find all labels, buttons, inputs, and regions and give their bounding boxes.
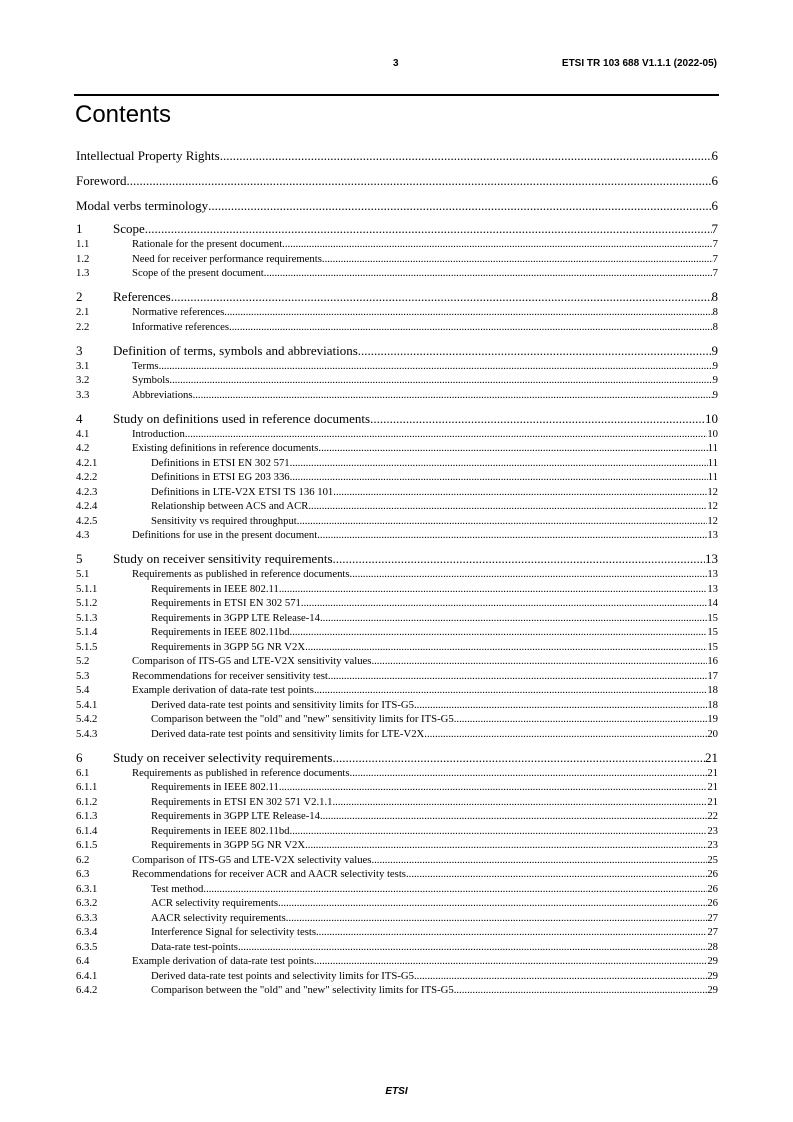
toc-entry[interactable]	[76, 221, 718, 237]
toc-entry-number: 5.1	[76, 568, 90, 580]
toc-entry[interactable]	[76, 456, 718, 471]
toc-entry[interactable]	[76, 373, 718, 388]
toc-leader-dots	[229, 320, 713, 335]
toc-entry[interactable]	[76, 882, 718, 897]
toc-entry[interactable]	[76, 824, 718, 839]
toc-entry-title: Introduction	[132, 427, 185, 440]
toc-entry-page: 27	[707, 926, 718, 938]
toc-entry-number: 5.4	[76, 684, 90, 696]
toc-entry-number: 3.3	[76, 388, 90, 401]
toc-entry-page: 14	[707, 597, 718, 609]
toc-entry-title: Symbols	[132, 374, 170, 386]
toc-entry-title: Requirements in IEEE 802.11bd	[151, 626, 290, 638]
toc-entry-number: 2.1	[76, 306, 90, 318]
toc-entry[interactable]	[76, 750, 718, 766]
toc-entry-number: 5.1.4	[76, 626, 98, 638]
toc-leader-dots	[305, 640, 707, 655]
toc-entry-number: 3.1	[76, 359, 90, 372]
toc-entry-page: 29	[707, 955, 718, 967]
toc-entry[interactable]	[76, 625, 718, 640]
toc-leader-dots	[454, 983, 708, 998]
toc-entry-title: Requirements in IEEE 802.11	[151, 781, 279, 793]
toc-entry-number: 5.4.2	[76, 713, 98, 725]
toc-entry-number: 6.1.2	[76, 795, 98, 808]
toc-leader-dots	[290, 824, 708, 839]
toc-entry-title: Study on receiver selectivity requirements	[113, 749, 333, 765]
toc-entry-number: 6.4	[76, 955, 90, 967]
toc-entry-title: Existing definitions in reference documents	[132, 442, 319, 454]
toc-entry[interactable]	[76, 954, 718, 969]
toc-entry-page: 8	[711, 289, 718, 304]
toc-leader-dots	[279, 582, 707, 597]
footer-etsi: ETSI	[385, 1086, 408, 1097]
document-id: ETSI TR 103 688 V1.1.1 (2022-05)	[561, 58, 717, 69]
toc-entry-page: 27	[707, 911, 718, 924]
toc-leader-dots	[264, 266, 713, 281]
toc-leader-dots	[320, 809, 707, 824]
toc-entry-number: 6.2	[76, 853, 90, 866]
toc-leader-dots	[332, 750, 705, 765]
toc-entry-page: 25	[707, 853, 718, 866]
toc-leader-dots	[333, 551, 705, 566]
toc-entry-title: Derived data-rate test points and selectivity limits for ITS-G5	[151, 969, 414, 982]
toc-entry-number: 5.4.3	[76, 727, 98, 740]
toc-entry-number: 4.2.4	[76, 500, 98, 512]
toc-entry-title: Derived data-rate test points and sensitivity limits for ITS-G5	[151, 698, 414, 711]
toc-leader-dots	[238, 940, 707, 955]
toc-entry-number: 4.2.3	[76, 485, 98, 498]
toc-entry-title: Definition of terms, symbols and abbreviations	[113, 342, 358, 358]
toc-entry[interactable]	[76, 853, 718, 868]
toc-entry-page: 29	[707, 969, 718, 982]
toc-leader-dots	[159, 359, 713, 374]
toc-entry-title: Study on receiver sensitivity requirements	[113, 551, 333, 566]
toc-entry-page: 12	[707, 485, 718, 498]
toc-leader-dots	[318, 441, 707, 456]
toc-entry-title: Requirements as published in reference documents	[132, 568, 350, 580]
toc-entry-number: 5	[76, 551, 83, 566]
toc-entry-title: Comparison between the "old" and "new" sensitivity limits for ITS-G5	[151, 713, 454, 725]
toc-entry-title: Example derivation of data-rate test points	[132, 684, 314, 696]
toc-leader-dots	[317, 528, 707, 543]
toc-entry-page: 18	[707, 698, 718, 711]
toc-entry[interactable]	[76, 528, 718, 551]
toc-entry-page: 22	[707, 810, 718, 822]
toc-leader-dots	[301, 596, 707, 611]
toc-entry-title: Example derivation of data-rate test points	[132, 955, 314, 967]
toc-leader-dots	[371, 853, 707, 868]
toc-entry[interactable]	[76, 252, 718, 267]
toc-entry[interactable]	[76, 196, 718, 221]
toc-leader-dots	[145, 221, 712, 236]
toc-entry[interactable]	[76, 969, 718, 984]
toc-entry[interactable]	[76, 727, 718, 750]
toc-entry-title: Definitions in ETSI EN 302 571	[151, 456, 290, 469]
toc-leader-dots	[358, 343, 712, 358]
toc-entry-number: 6.1.5	[76, 839, 98, 851]
page-title: Contents	[75, 101, 172, 128]
toc-entry-number: 5.4.1	[76, 698, 98, 711]
toc-entry-title: Requirements in ETSI EN 302 571 V2.1.1	[151, 795, 333, 808]
toc-leader-dots	[314, 683, 707, 698]
toc-entry-number: 4.2	[76, 442, 90, 454]
toc-entry-number: 1.3	[76, 267, 90, 279]
toc-entry-page: 13	[705, 551, 718, 566]
toc-entry[interactable]	[76, 171, 718, 196]
toc-entry-page: 16	[707, 655, 718, 667]
toc-entry-number: 5.1.3	[76, 611, 98, 624]
table-of-contents	[76, 146, 718, 998]
toc-entry-number: 6.3.3	[76, 911, 98, 924]
toc-entry-title: Requirements in IEEE 802.11	[151, 582, 279, 595]
toc-entry[interactable]	[76, 698, 718, 713]
toc-entry-title: Derived data-rate test points and sensitivity limits for LTE-V2X	[151, 727, 425, 740]
toc-leader-dots	[290, 625, 708, 640]
toc-entry[interactable]	[76, 712, 718, 727]
toc-entry-page: 23	[707, 824, 718, 837]
toc-leader-dots	[424, 727, 707, 742]
toc-entry-page: 9	[711, 342, 718, 358]
toc-entry-number: 6.1.1	[76, 781, 98, 793]
toc-entry-title: Definitions for use in the present document	[132, 529, 318, 541]
toc-leader-dots	[279, 780, 707, 795]
toc-entry[interactable]	[76, 640, 718, 655]
toc-entry-title: Normative references	[132, 306, 225, 318]
toc-entry[interactable]	[76, 896, 718, 911]
toc-leader-dots	[169, 373, 712, 388]
toc-entry[interactable]	[76, 925, 718, 940]
toc-leader-dots	[316, 925, 707, 940]
header-rule	[74, 94, 719, 96]
toc-entry-page: 13	[707, 529, 718, 541]
toc-entry-page: 26	[707, 882, 718, 895]
toc-entry[interactable]	[76, 669, 718, 684]
toc-entry[interactable]	[76, 359, 718, 374]
toc-entry[interactable]	[76, 940, 718, 955]
toc-entry-page: 26	[707, 897, 718, 909]
toc-entry-page: 19	[707, 713, 718, 725]
toc-leader-dots	[282, 237, 712, 252]
toc-entry-title: Scope	[113, 221, 145, 236]
toc-entry[interactable]	[76, 237, 718, 252]
toc-entry-number: 4.2.5	[76, 514, 98, 527]
toc-entry-number: 2	[76, 289, 83, 304]
toc-entry-title: Relationship between ACS and ACR	[151, 500, 309, 512]
toc-entry-title: Terms	[132, 359, 159, 372]
toc-entry[interactable]	[76, 411, 718, 427]
toc-entry[interactable]	[76, 427, 718, 442]
toc-entry-title: Informative references	[132, 320, 230, 333]
toc-entry-page: 12	[707, 500, 718, 512]
toc-entry[interactable]	[76, 289, 718, 305]
toc-entry[interactable]	[76, 470, 718, 485]
toc-entry-title: Test method	[151, 882, 204, 895]
toc-entry-page: 7	[712, 238, 718, 250]
toc-entry-number: 5.1.1	[76, 582, 98, 595]
toc-entry-title: Modal verbs terminology	[76, 198, 209, 213]
toc-entry[interactable]	[76, 795, 718, 810]
toc-leader-dots	[332, 795, 707, 810]
toc-leader-dots	[454, 712, 708, 727]
toc-leader-dots	[308, 499, 707, 514]
toc-entry-page: 7	[711, 221, 718, 236]
toc-leader-dots	[286, 911, 708, 926]
toc-entry[interactable]	[76, 485, 718, 500]
toc-entry[interactable]	[76, 611, 718, 626]
toc-entry-number: 5.1.2	[76, 597, 98, 609]
toc-entry-page: 9	[712, 359, 718, 372]
toc-entry-number: 5.3	[76, 669, 90, 682]
toc-entry-title: Requirements in 3GPP LTE Release-14	[151, 810, 320, 822]
toc-leader-dots	[305, 838, 707, 853]
toc-entry[interactable]	[76, 766, 718, 781]
toc-leader-dots	[297, 514, 708, 529]
toc-entry[interactable]	[76, 146, 718, 171]
toc-entry-title: Requirements in IEEE 802.11bd	[151, 824, 290, 837]
toc-entry-title: AACR selectivity requirements	[151, 911, 286, 924]
toc-entry-title: Sensitivity vs required throughput	[151, 514, 297, 527]
toc-entry-page: 21	[707, 766, 718, 779]
toc-entry-title: Definitions in LTE-V2X ETSI TS 136 101	[151, 485, 334, 498]
toc-entry-page: 21	[705, 749, 718, 765]
toc-entry[interactable]	[76, 320, 718, 343]
toc-entry-page: 6	[711, 198, 718, 213]
toc-entry-page: 21	[707, 781, 718, 793]
toc-entry-page: 8	[712, 306, 718, 318]
toc-entry[interactable]	[76, 343, 718, 359]
toc-entry-number: 6.3.2	[76, 897, 98, 909]
toc-entry-number: 1.1	[76, 238, 90, 250]
toc-entry-title: References	[113, 289, 171, 304]
toc-entry[interactable]	[76, 441, 718, 456]
toc-entry-page: 11	[707, 471, 718, 483]
toc-entry-number: 6.1	[76, 766, 90, 779]
toc-leader-dots	[290, 456, 708, 471]
toc-entry-number: 1.2	[76, 252, 90, 265]
toc-entry-title: Rationale for the present document	[132, 238, 283, 250]
toc-leader-dots	[350, 766, 708, 781]
toc-leader-dots	[371, 654, 707, 669]
toc-entry-page: 8	[712, 320, 718, 333]
toc-entry-title: Requirements in 3GPP 5G NR V2X	[151, 640, 306, 653]
toc-entry[interactable]	[76, 514, 718, 529]
toc-entry-number: 5.1.5	[76, 640, 98, 653]
toc-entry-title: Definitions in ETSI EG 203 336	[151, 471, 290, 483]
toc-leader-dots	[406, 867, 707, 882]
toc-entry-page: 28	[707, 940, 718, 953]
toc-entry-number: 3	[76, 342, 83, 358]
toc-entry-number: 6.4.1	[76, 969, 98, 982]
toc-entry-page: 13	[707, 582, 718, 595]
toc-entry[interactable]	[76, 654, 718, 669]
toc-entry-title: Need for receiver performance requirements	[132, 252, 322, 265]
toc-leader-dots	[350, 567, 708, 582]
toc-entry[interactable]	[76, 983, 718, 998]
toc-entry-title: Requirements in ETSI EN 302 571	[151, 597, 301, 609]
toc-entry-page: 15	[707, 626, 718, 638]
toc-entry-page: 9	[712, 374, 718, 386]
toc-leader-dots	[322, 252, 713, 267]
toc-entry-number: 3.2	[76, 374, 90, 386]
toc-entry-number: 5.2	[76, 655, 90, 667]
toc-entry-number: 6.3.4	[76, 926, 98, 938]
toc-entry[interactable]	[76, 596, 718, 611]
toc-entry[interactable]	[76, 780, 718, 795]
toc-entry-number: 6.3.5	[76, 940, 98, 953]
toc-entry[interactable]	[76, 266, 718, 289]
toc-entry-page: 15	[707, 611, 718, 624]
toc-entry-page: 15	[707, 640, 718, 653]
toc-leader-dots	[290, 470, 708, 485]
toc-entry-number: 4.2.2	[76, 471, 98, 483]
toc-entry-page: 7	[712, 252, 718, 265]
toc-entry[interactable]	[76, 567, 718, 582]
toc-entry[interactable]	[76, 838, 718, 853]
toc-leader-dots	[320, 611, 707, 626]
toc-leader-dots	[224, 305, 712, 320]
toc-entry-page: 18	[707, 684, 718, 696]
toc-entry-page: 6	[711, 148, 718, 163]
toc-entry-title: Comparison of ITS-G5 and LTE-V2X sensitivity values	[132, 655, 372, 667]
toc-entry-page: 11	[707, 456, 718, 469]
toc-entry-page: 10	[705, 410, 718, 426]
toc-leader-dots	[127, 171, 712, 191]
toc-entry-title: Requirements in 3GPP 5G NR V2X	[151, 839, 306, 851]
toc-entry-page: 10	[707, 427, 718, 440]
toc-leader-dots	[278, 896, 707, 911]
toc-entry-page: 7	[712, 267, 718, 279]
toc-entry[interactable]	[76, 388, 718, 411]
toc-entry-page: 13	[707, 568, 718, 580]
toc-entry-number: 2.2	[76, 320, 90, 333]
toc-leader-dots	[220, 146, 712, 166]
toc-entry-title: Foreword	[76, 173, 127, 188]
toc-entry-page: 23	[707, 839, 718, 851]
toc-entry[interactable]	[76, 499, 718, 514]
toc-leader-dots	[328, 669, 707, 684]
toc-leader-dots	[314, 954, 707, 969]
toc-entry[interactable]	[76, 551, 718, 567]
toc-entry-number: 6.3	[76, 868, 90, 880]
toc-entry-page: 6	[711, 173, 718, 188]
toc-entry-page: 17	[707, 669, 718, 682]
toc-leader-dots	[208, 196, 711, 216]
toc-entry-page: 29	[707, 984, 718, 996]
toc-entry-title: Intellectual Property Rights	[76, 148, 220, 163]
toc-entry-title: Recommendations for receiver sensitivity test	[132, 669, 328, 682]
toc-entry[interactable]	[76, 683, 718, 698]
toc-entry-title: Requirements as published in reference documents	[132, 766, 350, 779]
toc-entry-title: Data-rate test-points	[151, 940, 238, 953]
toc-leader-dots	[203, 882, 707, 897]
toc-entry-page: 11	[707, 442, 718, 454]
toc-leader-dots	[414, 698, 707, 713]
toc-entry-number: 6	[76, 749, 83, 765]
toc-entry-page: 26	[707, 868, 718, 880]
toc-entry[interactable]	[76, 582, 718, 597]
toc-entry-number: 4	[76, 410, 83, 426]
page-number: 3	[393, 58, 399, 69]
toc-entry-page: 21	[707, 795, 718, 808]
toc-entry[interactable]	[76, 305, 718, 320]
toc-entry-title: Comparison of ITS-G5 and LTE-V2X selectivity values	[132, 853, 372, 866]
toc-entry-title: ACR selectivity requirements	[151, 897, 279, 909]
toc-entry-number: 4.1	[76, 427, 90, 440]
toc-entry-page: 20	[707, 727, 718, 740]
toc-entry-number: 6.3.1	[76, 882, 98, 895]
toc-entry-page: 12	[707, 514, 718, 527]
toc-leader-dots	[333, 485, 707, 500]
toc-entry[interactable]	[76, 809, 718, 824]
toc-entry-title: Interference Signal for selectivity tests	[151, 926, 316, 938]
toc-leader-dots	[370, 411, 705, 426]
toc-entry-title: Comparison between the "old" and "new" selectivity limits for ITS-G5	[151, 984, 454, 996]
toc-leader-dots	[171, 289, 712, 304]
toc-entry-title: Abbreviations	[132, 388, 193, 401]
toc-entry-number: 4.2.1	[76, 456, 98, 469]
toc-leader-dots	[185, 427, 707, 442]
toc-entry-page: 9	[712, 388, 718, 401]
toc-entry-title: Study on definitions used in reference documents	[113, 410, 371, 426]
toc-entry-title: Recommendations for receiver ACR and AACR selectivity tests	[132, 868, 406, 880]
toc-entry-title: Scope of the present document	[132, 267, 264, 279]
toc-entry-number: 6.1.3	[76, 810, 98, 822]
toc-entry-title: Requirements in 3GPP LTE Release-14	[151, 611, 320, 624]
toc-entry-number: 4.3	[76, 529, 90, 541]
toc-leader-dots	[414, 969, 707, 984]
toc-entry-number: 1	[76, 221, 83, 236]
toc-entry[interactable]	[76, 911, 718, 926]
toc-leader-dots	[193, 388, 713, 403]
toc-entry-number: 6.4.2	[76, 984, 98, 996]
toc-entry[interactable]	[76, 867, 718, 882]
toc-entry-number: 6.1.4	[76, 824, 98, 837]
